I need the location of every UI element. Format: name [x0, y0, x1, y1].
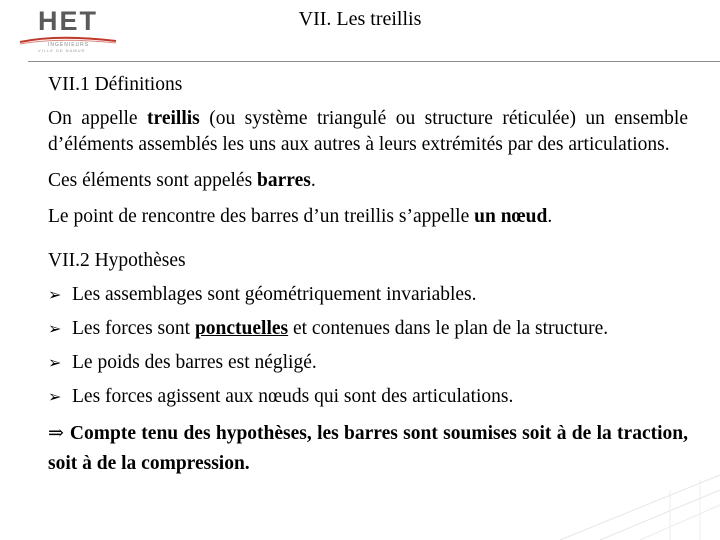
term-barres: barres	[257, 170, 311, 191]
hypothesis-text-after: et contenues dans le plan de la structure.	[288, 318, 609, 339]
hypothesis-text: Les assemblages sont géométriquement invariables.	[72, 284, 477, 305]
slide-title-text: VII. Les treillis	[298, 8, 422, 30]
arrow-bullet-icon: ➢	[48, 387, 62, 406]
term-noeud: un nœud	[474, 206, 548, 227]
section2-heading: VII.2 Hypothèses	[48, 250, 186, 271]
definition-paragraph	[48, 106, 688, 158]
term-ponctuelles: ponctuelles	[194, 318, 289, 339]
corner-decoration	[520, 470, 720, 540]
hypothesis-text: Les forces agissent aux nœuds qui sont des articulations.	[72, 386, 514, 407]
hypothesis-text: Le poids des barres est négligé.	[72, 352, 317, 373]
barres-text-before: Ces éléments sont appelés	[48, 170, 258, 191]
slide-content	[48, 72, 688, 479]
slide-title	[0, 8, 720, 31]
hypothesis-text	[72, 316, 608, 342]
noeud-text-before: Le point de rencontre des barres d’un treillis s’appelle	[48, 206, 475, 227]
barres-paragraph	[48, 168, 688, 194]
hypothesis-item	[48, 384, 688, 410]
title-divider	[28, 61, 720, 62]
arrow-bullet-icon: ➢	[48, 319, 62, 338]
logo-wordmark: HET	[38, 6, 98, 36]
logo-subtitle-2: VILLE DE NAMUR	[38, 48, 86, 53]
barres-text-after: .	[310, 170, 316, 191]
hypothesis-text-before: Les forces sont	[72, 318, 195, 339]
definition-text-before: On appelle	[48, 108, 148, 129]
logo-subtitle-1: INGÉNIEURS	[48, 42, 90, 48]
hypothesis-item	[48, 316, 688, 342]
hypothesis-item	[48, 350, 688, 376]
arrow-bullet-icon: ➢	[48, 353, 62, 372]
section1-heading: VII.1 Définitions	[48, 74, 183, 95]
noeud-paragraph	[48, 204, 688, 230]
arrow-bullet-icon: ➢	[48, 285, 62, 304]
noeud-text-after: .	[547, 206, 553, 227]
hypothesis-item	[48, 282, 688, 308]
conclusion-text: Compte tenu des hypothèses, les barres sont soumises soit à de la traction, soit à de la compression.	[48, 423, 688, 474]
term-treillis: treillis	[147, 108, 200, 129]
definition-text-after: (ou système triangulé ou structure réticulée) un ensemble d’éléments assemblés les uns aux autres à leurs extrémités par des articulations.	[48, 108, 688, 155]
implies-arrow-icon: ⇒	[48, 422, 64, 444]
